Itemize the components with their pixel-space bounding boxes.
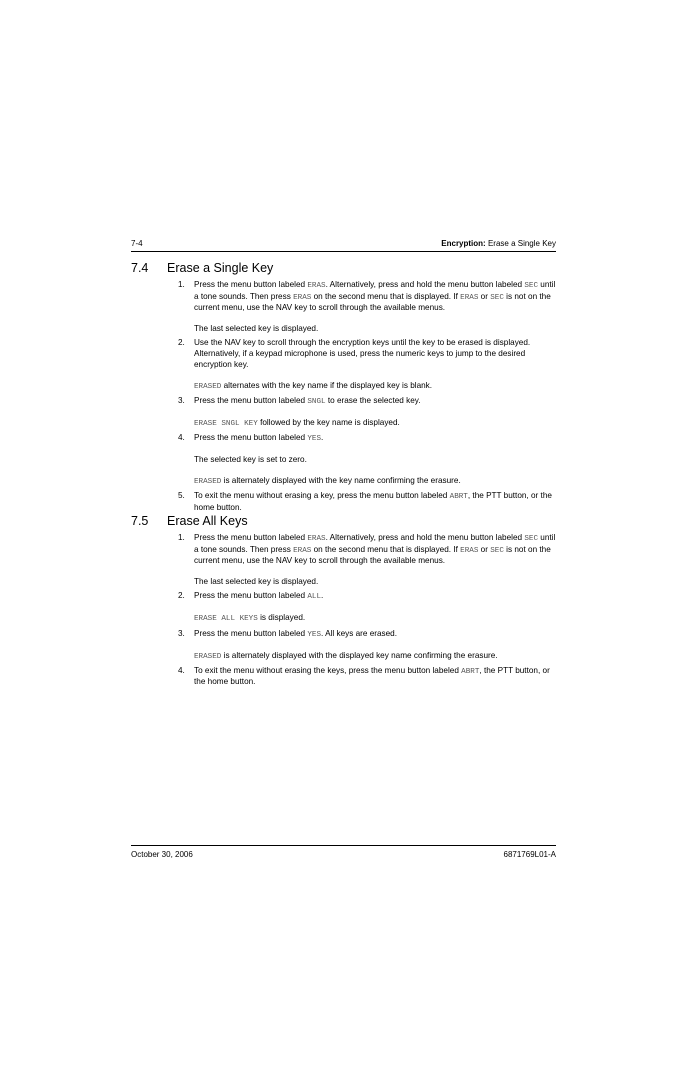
list-item: [178, 533, 556, 567]
section-heading: Erase a Single Key: [167, 261, 274, 275]
step-number: 4.: [178, 432, 185, 442]
step-text: Press the menu button labeled: [194, 591, 308, 601]
step-number: 1.: [178, 533, 185, 542]
spacer: [178, 445, 556, 456]
page-number: 7-4: [131, 239, 143, 248]
header-rule: [131, 251, 556, 252]
step-text: on the second menu that is displayed. If: [311, 291, 461, 301]
step-text: is not on the current menu, use the NAV key to scroll through the available menus.: [194, 291, 551, 313]
step-text: Use the NAV key to scroll through the encryption keys until the key to be erased is displayed. Alternatively, if a keypad microphone is used, press the numeric keys to jump to the desired encryption key.: [194, 338, 531, 369]
display-text: ABRT: [461, 667, 480, 676]
step-text: Press the menu button labeled: [194, 628, 308, 638]
step-note: [178, 476, 556, 488]
display-text: ALL: [307, 593, 322, 602]
step-text: .: [321, 591, 324, 601]
display-text: SEC: [524, 282, 538, 290]
list-item: [178, 629, 556, 641]
section-heading: Erase All Keys: [167, 514, 248, 528]
step-note: [178, 577, 556, 588]
list-item: [178, 338, 556, 370]
step-text: or: [478, 544, 491, 554]
step-text: on the second menu that is displayed. If: [311, 544, 461, 554]
step-text: followed by the key name is displayed.: [257, 417, 400, 427]
step-note: [178, 418, 556, 430]
page-header: [131, 237, 556, 251]
spacer: [178, 466, 556, 477]
step-text: until a tone sounds. Then press: [194, 533, 556, 554]
display-text: ERAS: [460, 546, 479, 555]
footer-date: October 30, 2006: [131, 850, 193, 859]
display-text: ERAS: [293, 293, 312, 302]
step-number: 1.: [178, 280, 185, 289]
step-number: 3.: [178, 395, 185, 405]
step-text: is displayed.: [257, 613, 306, 623]
step-text: Press the menu button labeled: [194, 280, 308, 289]
spacer: [178, 603, 556, 614]
step-text: . Alternatively, press and hold the menu button labeled: [325, 280, 525, 289]
spacer: [178, 640, 556, 651]
list-item: [178, 433, 556, 445]
step-text: until a tone sounds. Then press: [194, 280, 556, 301]
step-number: 2.: [178, 591, 185, 601]
list-item: [178, 591, 556, 603]
list-item: [178, 491, 556, 513]
step-number: 3.: [178, 628, 185, 638]
display-text: ABRT: [449, 493, 468, 502]
step-text: To exit the menu without erasing a key, press the menu button labeled: [194, 491, 450, 501]
display-text: ERAS: [460, 293, 479, 302]
display-text: ERASED: [194, 478, 222, 487]
step-text: . All keys are erased.: [321, 628, 398, 638]
list-item: [178, 280, 556, 314]
step-number: 2.: [178, 338, 185, 348]
spacer: [178, 567, 556, 578]
footer-rule: [131, 845, 556, 846]
display-text: YES: [307, 434, 322, 443]
spacer: [178, 407, 556, 418]
display-text: ERAS: [293, 546, 312, 555]
display-text: YES: [307, 630, 322, 639]
running-title: [441, 239, 556, 248]
step-text: The selected key is set to zero.: [194, 455, 307, 465]
list-item: [178, 396, 556, 408]
section-number: 7.4: [131, 261, 149, 275]
spacer: [178, 370, 556, 381]
steps-list-erase-single-key: [178, 280, 556, 513]
step-text: , the PTT button, or the home button.: [194, 491, 552, 512]
steps-list-erase-all-keys: [178, 533, 556, 688]
display-text: ERAS: [307, 282, 326, 290]
step-note: [178, 455, 556, 466]
step-number: 5.: [178, 491, 185, 501]
step-note: [178, 381, 556, 393]
step-text: alternates with the key name if the displayed key is blank.: [221, 380, 433, 390]
step-text: , the PTT button, or the home button.: [194, 665, 550, 687]
step-text: to erase the selected key.: [325, 395, 421, 405]
step-text: To exit the menu without erasing the keys, press the menu button labeled: [194, 665, 462, 675]
step-text: is alternately displayed with the displayed key name confirming the erasure.: [221, 650, 498, 660]
display-text: SEC: [490, 293, 504, 302]
section-name: Erase a Single Key: [487, 239, 556, 248]
display-text: ERAS: [307, 535, 326, 543]
step-text: or: [478, 291, 491, 301]
display-text: ERASED: [194, 382, 222, 391]
step-note: [178, 613, 556, 625]
display-text: ERASE ALL KEYS: [194, 615, 258, 624]
step-text: . Alternatively, press and hold the menu button labeled: [325, 533, 525, 542]
display-text: SEC: [490, 546, 504, 555]
list-item: [178, 666, 556, 688]
step-text: Press the menu button labeled: [194, 432, 308, 442]
display-text: ERASE SNGL KEY: [194, 419, 258, 428]
footer-doc-number: 6871769L01-A: [503, 850, 556, 859]
step-text: Press the menu button labeled: [194, 533, 308, 542]
chapter-name: Encryption:: [441, 239, 486, 248]
step-note: [178, 651, 556, 663]
display-text: ERASED: [194, 652, 222, 661]
step-text: is alternately displayed with the key name confirming the erasure.: [221, 476, 461, 486]
step-text: is not on the current menu, use the NAV key to scroll through the available menus.: [194, 544, 551, 566]
display-text: SNGL: [307, 397, 326, 406]
step-text: Press the menu button labeled: [194, 395, 308, 405]
spacer: [178, 314, 556, 325]
section-title-7-5: [131, 514, 248, 528]
step-note: [178, 324, 556, 335]
section-title-7-4: [131, 261, 273, 275]
section-number: 7.5: [131, 514, 149, 528]
step-text: .: [321, 432, 324, 442]
step-text: The last selected key is displayed.: [194, 577, 319, 587]
step-number: 4.: [178, 665, 185, 675]
step-text: The last selected key is displayed.: [194, 324, 319, 334]
display-text: SEC: [524, 535, 538, 543]
